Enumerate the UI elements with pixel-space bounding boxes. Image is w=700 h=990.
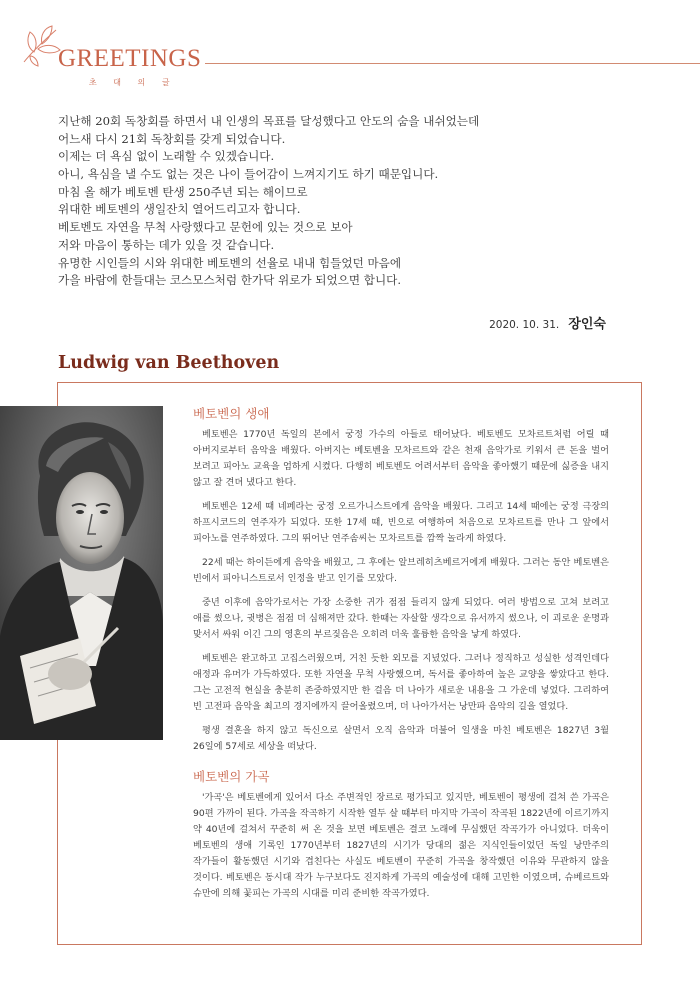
greeting-letter xyxy=(58,113,618,290)
paragraph: 베토벤은 완고하고 고집스러웠으며, 거친 듯한 외모를 지녔었다. 그러나 정직하고 성실한 성격인데다 애정과 유머가 가득하였다. 또한 자연을 무척 사랑했으며, 독서를 좋아하여 높은 교양을 쌓았다고 한다. 그는 고전적 현실을 충분히 존중하였지만 한 걸음 더 나아가 새로운 내용을 그 가운데 넣었다. 그리하여 빈 고전파 음악을 최고의 경지에까지 끌어올렸으며, 더 나아가서는 낭만파 음악의 길을 열었다. xyxy=(193,653,609,712)
letter-line: 위대한 베토벤의 생일잔치 열어드리고자 합니다. xyxy=(58,202,301,217)
beethoven-portrait xyxy=(0,406,163,740)
songs-heading: 베토벤의 가곡 xyxy=(193,769,270,784)
greetings-heading: GREETINGS xyxy=(58,45,202,72)
page-header xyxy=(0,0,700,90)
paragraph: 중년 이후에 음악가로서는 가장 소중한 귀가 점점 들리지 않게 되었다. 여러 방법으로 고쳐 보려고 애를 썼으나, 귓병은 점점 더 심해져만 갔다. 한때는 자살할 생각으로 유서까지 썼으나, 이 괴로운 운명과 맞서서 싸워 이긴 그의 영혼의 부르짖음은 오히려 더욱 훌륭한 음악을 낳게 하였다. xyxy=(193,597,609,640)
paragraph: 평생 결혼을 하지 않고 독신으로 살면서 오직 음악과 더불어 일생을 마친 베토벤은 1827년 3월 26일에 57세로 세상을 떠났다. xyxy=(193,725,609,752)
life-text xyxy=(193,427,609,755)
letter-line: 가을 바람에 한들대는 코스모스처럼 한가닥 위로가 되었으면 합니다. xyxy=(58,273,402,288)
letter-line: 지난해 20회 독창회를 하면서 내 인생의 목표를 달성했다고 안도의 숨을 내쉬었는데 xyxy=(58,114,480,128)
letter-line: 이제는 더 욕심 없이 노래할 수 있겠습니다. xyxy=(58,149,275,164)
section-title: Ludwig van Beethoven xyxy=(58,353,280,373)
greetings-subtitle: 초 대 의 글 xyxy=(89,78,177,87)
paragraph: 베토벤은 1770년 독일의 본에서 궁정 가수의 아들로 태어났다. 베토벤도 모차르트처럼 어릴 때 아버지로부터 음악을 배웠다. 아버지는 베토벤을 모차르트와 같은 천재 음악가로 키워서 큰 돈을 벌어 보려고 피아노 교육을 엄하게 시켰다. 다행히 베토벤도 어려서부터 음악을 좋아했기 때문에 싫증을 내지 않고 잘 견뎌 냈다고 한다. xyxy=(193,429,609,488)
letter-line: 아니, 욕심을 낼 수도 없는 것은 나이 들어감이 느껴지기도 하기 때문입니다. xyxy=(58,167,439,182)
portrait-engraving xyxy=(0,406,163,740)
letter-line: 베토벤도 자연을 무척 사랑했다고 문헌에 있는 것으로 보아 xyxy=(58,220,353,235)
letter-line: 유명한 시인들의 시와 위대한 베토벤의 선율로 내내 힘들었던 마음에 xyxy=(58,255,402,270)
paragraph: 베토벤은 12세 때 네페라는 궁정 오르가니스트에게 음악을 배웠다. 그리고 14세 때에는 궁정 극장의 하프시코드의 연주자가 되었다. 또한 17세 때, 빈으로 여행하여 처음으로 모차르트를 만나 그 앞에서 피아노를 연주하였다. 그의 뛰어난 연주솜씨는 모차르트를 깜짝 놀라게 하였다. xyxy=(193,501,609,544)
signer-name: 장인숙 xyxy=(568,317,606,332)
paragraph: '가곡'은 베토벤에게 있어서 다소 주변적인 장르로 평가되고 있지만, 베토벤이 평생에 걸쳐 쓴 가곡은 90편 가까이 된다. 가곡을 작곡하기 시작한 열두 살 때부터 마지막 가곡이 작곡된 1822년에 이르기까지 약 40년에 걸쳐서 꾸준히 써 온 것을 보면 베토벤은 결코 노래에 무심했던 작곡가가 아니었다. 더욱이 베토벤의 생애 기록인 1770년부터 1827년의 시기가 당대의 젊은 지식인들이었던 독일 낭만주의 작가들이 활동했던 시기와 겹친다는 사실도 베토벤이 꾸준히 가곡을 창작했던 이유와 무관하지 않을 것이다. 베토벤은 동시대 작가 누구보다도 진지하게 가곡의 예술성에 대해 고민한 이였으며, 슈베르트와 슈만에 의해 꽃피는 가곡의 시대를 미리 준비한 작곡가였다. xyxy=(193,792,609,899)
songs-text xyxy=(193,790,609,902)
life-heading: 베토벤의 생애 xyxy=(193,406,270,421)
signature-line xyxy=(400,313,606,332)
letter-date: 2020. 10. 31. xyxy=(489,319,560,331)
biography-content xyxy=(193,405,609,915)
letter-line: 어느새 다시 21회 독창회를 갖게 되었습니다. xyxy=(58,131,286,146)
paragraph: 22세 때는 하이든에게 음악을 배웠고, 그 후에는 알브레히츠베르거에게 배웠다. 그러는 동안 베토벤은 빈에서 피아니스트로서 인정을 받고 인기를 모았다. xyxy=(193,557,609,584)
letter-line: 저와 마음이 통하는 데가 있을 것 같습니다. xyxy=(58,237,275,252)
letter-line: 마침 올 해가 베토벤 탄생 250주년 되는 해이므로 xyxy=(58,184,308,199)
header-rule xyxy=(205,63,700,64)
